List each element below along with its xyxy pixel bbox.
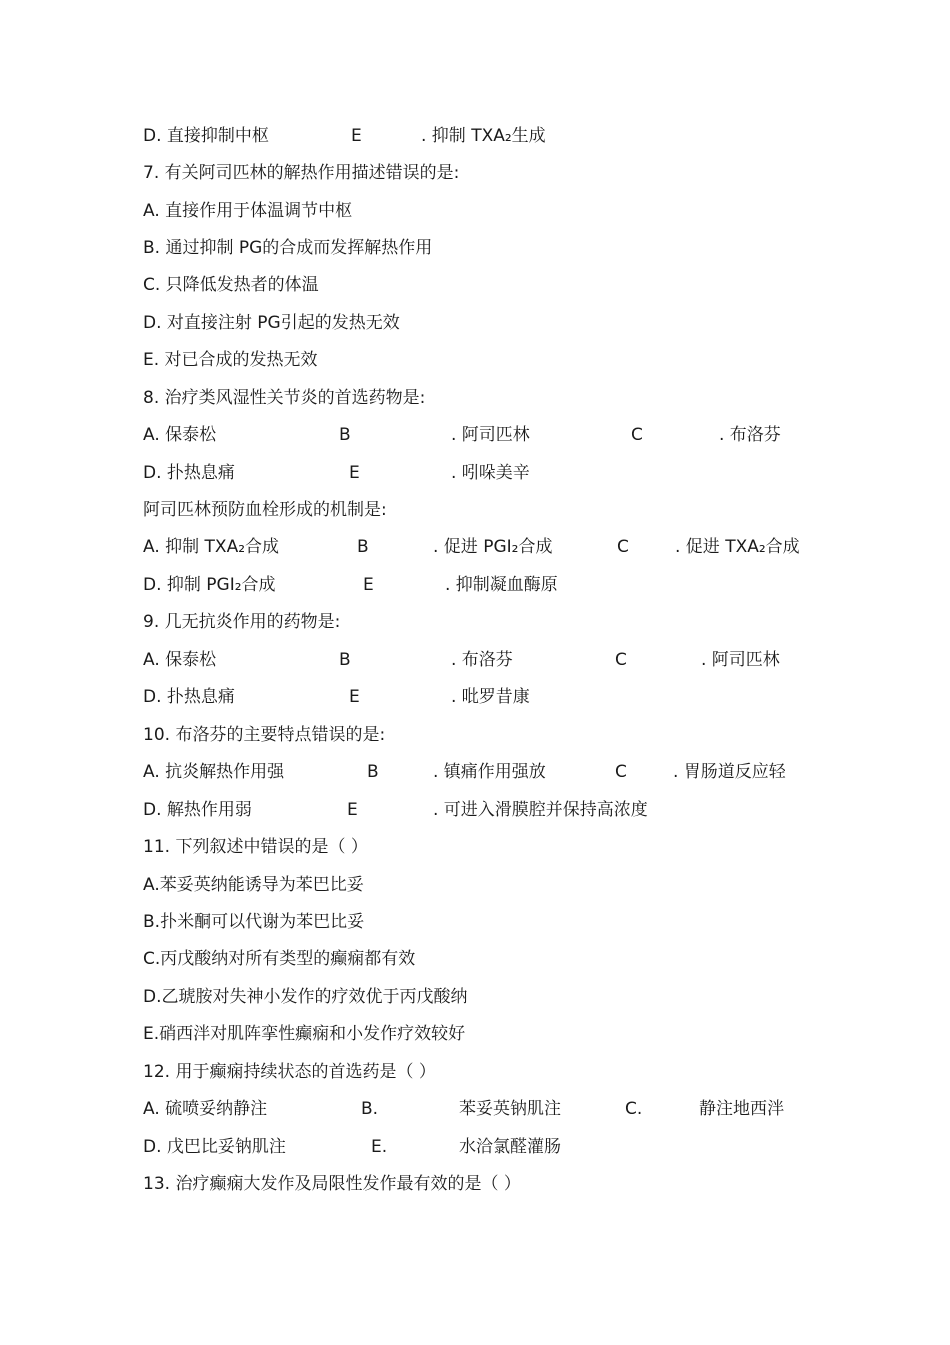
option-right-letter: C <box>617 537 629 557</box>
option-mid: . 抑制凝血酶原 <box>445 575 558 595</box>
option-left: A. 抗炎解热作用强 <box>143 762 285 782</box>
option-mid-letter: B <box>339 650 351 670</box>
option-mid: . 阿司匹林 <box>451 425 530 445</box>
option-mid: . 可进入滑膜腔并保持高浓度 <box>433 800 648 820</box>
line-text: E. 对已合成的发热无效 <box>143 350 318 370</box>
option-right-letter: C <box>615 762 627 782</box>
option-mid-letter: E <box>347 800 358 820</box>
option-left: D. 扑热息痛 <box>143 687 235 707</box>
line-text: 11. 下列叙述中错误的是（ ） <box>143 837 368 857</box>
option-mid-letter: E <box>351 126 362 146</box>
option-mid: . 布洛芬 <box>451 650 513 670</box>
option-left: A. 保泰松 <box>143 650 217 670</box>
option-mid: . 镇痛作用强放 <box>433 762 546 782</box>
option-right: . 阿司匹林 <box>701 650 780 670</box>
line-text: C.丙戊酸纳对所有类型的癫痫都有效 <box>143 949 416 969</box>
option-mid: . 抑制 TXA₂生成 <box>421 126 546 146</box>
option-mid-letter: E. <box>371 1137 388 1157</box>
option-left: D. 扑热息痛 <box>143 463 235 483</box>
option-mid-letter: E <box>349 463 360 483</box>
option-right: . 胃肠道反应轻 <box>673 762 786 782</box>
option-mid-letter: B <box>339 425 351 445</box>
option-right-letter: C <box>615 650 627 670</box>
option-mid-letter: B. <box>361 1099 379 1119</box>
line-text: C. 只降低发热者的体温 <box>143 275 319 295</box>
line-text: A.苯妥英纳能诱导为苯巴比妥 <box>143 875 364 895</box>
option-right-letter: C. <box>625 1099 643 1119</box>
option-right: . 布洛芬 <box>719 425 781 445</box>
line-text: D. 对直接注射 PG引起的发热无效 <box>143 313 400 333</box>
option-left: D. 戊巴比妥钠肌注 <box>143 1137 286 1157</box>
option-right: . 促进 TXA₂合成 <box>675 537 800 557</box>
option-mid: 苯妥英钠肌注 <box>459 1099 561 1119</box>
line-text: E.硝西泮对肌阵挛性癫痫和小发作疗效较好 <box>143 1024 466 1044</box>
option-mid: 水洽氯醛灌肠 <box>459 1137 561 1157</box>
option-right-letter: C <box>631 425 643 445</box>
option-mid: . 吡罗昔康 <box>451 687 530 707</box>
option-mid-letter: E <box>363 575 374 595</box>
option-mid-letter: B <box>367 762 379 782</box>
line-text: B.扑米酮可以代谢为苯巴比妥 <box>143 912 365 932</box>
line-text: 阿司匹林预防血栓形成的机制是: <box>143 500 387 520</box>
line-text: 8. 治疗类风湿性关节炎的首选药物是: <box>143 388 426 408</box>
line-text: 10. 布洛芬的主要特点错误的是: <box>143 725 386 745</box>
line-text: B. 通过抑制 PG的合成而发挥解热作用 <box>143 238 433 258</box>
option-left: D. 直接抑制中枢 <box>143 126 269 146</box>
option-mid: . 吲哚美辛 <box>451 463 530 483</box>
option-right: 静注地西泮 <box>699 1099 784 1119</box>
option-left: D. 抑制 PGI₂合成 <box>143 575 276 595</box>
line-text: 12. 用于癫痫持续状态的首选药是（ ） <box>143 1062 436 1082</box>
option-mid-letter: B <box>357 537 369 557</box>
option-mid: . 促进 PGI₂合成 <box>433 537 553 557</box>
line-text: 7. 有关阿司匹林的解热作用描述错误的是: <box>143 163 460 183</box>
line-text: 13. 治疗癫痫大发作及局限性发作最有效的是（ ） <box>143 1174 521 1194</box>
option-mid-letter: E <box>349 687 360 707</box>
line-text: A. 直接作用于体温调节中枢 <box>143 201 353 221</box>
option-left: D. 解热作用弱 <box>143 800 252 820</box>
option-left: A. 硫喷妥纳静注 <box>143 1099 268 1119</box>
option-left: A. 保泰松 <box>143 425 217 445</box>
line-text: D.乙琥胺对失神小发作的疗效优于丙戊酸纳 <box>143 987 468 1007</box>
option-left: A. 抑制 TXA₂合成 <box>143 537 280 557</box>
line-text: 9. 几无抗炎作用的药物是: <box>143 612 341 632</box>
